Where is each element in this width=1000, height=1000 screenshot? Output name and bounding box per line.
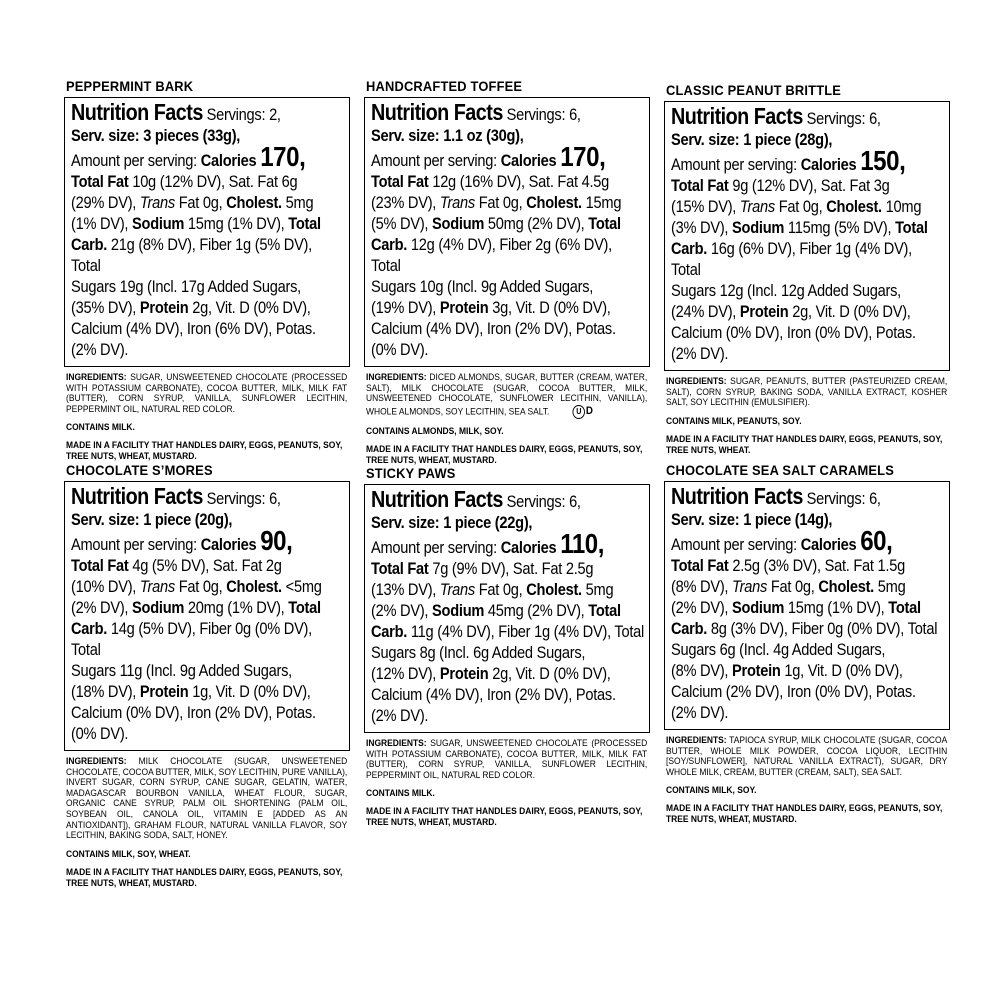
panel-chocolate-sea-salt-caramels [664, 462, 954, 825]
cholesterol-label: Cholest. [226, 577, 282, 596]
total-carb-label-2: Carb. [671, 239, 708, 258]
panel-chocolate-smores [64, 462, 354, 889]
calories-label: Calories [500, 538, 557, 557]
sodium-value: 20mg (1% DV), [184, 598, 289, 617]
minerals-line: Calcium (0% DV), Iron (2% DV), Potas. (0% DV). [71, 703, 316, 743]
calories-value: 60, [860, 525, 893, 556]
total-fat-label: Total Fat [71, 556, 129, 575]
cholesterol-label: Cholest. [226, 193, 282, 212]
total-fat-label: Total Fat [371, 559, 429, 578]
nutrition-facts-box [364, 484, 650, 733]
servings-text: Servings: 6, [806, 489, 881, 508]
servings-text: Servings: 2, [206, 105, 281, 124]
amount-per-serving: Amount per serving: [671, 535, 797, 554]
protein-value: 1g, Vit. D (0% DV), [188, 682, 311, 701]
calories-value: 170, [260, 141, 306, 172]
ingredients-label: INGREDIENTS: [66, 756, 127, 767]
panel-classic-peanut-brittle [664, 82, 954, 456]
trans-label: Trans [732, 577, 768, 596]
panel-peppermint-bark [64, 78, 354, 462]
serving-size: Serv. size: 1 piece (14g), [671, 510, 833, 529]
sugars-value: Sugars 6g (Incl. 4g Added Sugars, [671, 640, 886, 659]
facility-statement: MADE IN A FACILITY THAT HANDLES DAIRY, EGGS, PEANUTS, SOY, TREE NUTS, WHEAT, MUSTARD. [66, 440, 343, 463]
cholesterol-label: Cholest. [826, 197, 882, 216]
total-fat-value: 9g (12% DV), Sat. Fat 3g [728, 176, 890, 195]
facility-statement: MADE IN A FACILITY THAT HANDLES DAIRY, EGGS, PEANUTS, SOY, TREE NUTS, WHEAT, MUSTARD. [66, 866, 343, 889]
sodium-value: 50mg (2% DV), [484, 214, 589, 233]
cholesterol-label: Cholest. [526, 580, 582, 599]
protein-value: 1g, Vit. D (0% DV), [780, 661, 903, 680]
total-fat-value: 7g (9% DV), Sat. Fat 2.5g [428, 559, 594, 578]
sat-fat-dv: (23% DV), [371, 193, 440, 212]
sodium-value: 15mg (1% DV), [184, 214, 289, 233]
ingredients-list: SUGAR, UNSWEETENED CHOCOLATE (PROCESSED WITH POTASSIUM CARBONATE), COCOA BUTTER, MILK, MILK FAT (BUTTER), CORN SYRUP, VANILLA, SUNFLOWER LECITHIN, PEPPERMINT OIL, NATURAL RED COLOR. [66, 372, 348, 415]
added-sugars-dv: (12% DV), [371, 664, 440, 683]
panel-sticky-paws [364, 465, 654, 828]
ingredients-list: TAPIOCA SYRUP, MILK CHOCOLATE (SUGAR, COCOA BUTTER, WHOLE MILK POWDER, COCOA LIQUOR, LECITHIN [SOY/SUNFLOWER], NATURAL VANILLA EXTRACT), SUGAR, DRY WHOLE MILK, CREAM, BUTTER (CREAM, SALT), SEA SALT. [666, 735, 948, 778]
total-carb-label-2: Carb. [71, 235, 108, 254]
carb-value: 14g (5% DV), Fiber 0g (0% DV), Total [71, 619, 312, 659]
ingredients-list: SUGAR, PEANUTS, BUTTER (PASTEURIZED CREAM, SALT), CORN SYRUP, BAKING SODA, VANILLA EXTRACT, KOSHER SALT, SOY LECITHIN (EMULSIFIER). [666, 376, 948, 409]
product-title: CLASSIC PEANUT BRITTLE [666, 82, 842, 98]
protein-value: 3g, Vit. D (0% DV), [488, 298, 611, 317]
total-fat-value: 4g (5% DV), Sat. Fat 2g [128, 556, 282, 575]
trans-label: Trans [739, 197, 775, 216]
nutrition-facts-heading: Nutrition Facts [71, 483, 203, 509]
protein-value: 2g, Vit. D (0% DV), [188, 298, 311, 317]
nutrition-facts-content [71, 483, 344, 744]
cholesterol-value: 5mg [281, 193, 314, 212]
calories-label: Calories [800, 155, 857, 174]
serving-size: Serv. size: 1.1 oz (30g), [371, 126, 524, 145]
minerals-line: Calcium (0% DV), Iron (0% DV), Potas. (2% DV). [671, 323, 916, 363]
product-title: STICKY PAWS [366, 465, 456, 481]
carb-value: 11g (4% DV), Fiber 1g (4% DV), Total [407, 622, 645, 641]
allergen-contains: CONTAINS MILK. [66, 422, 135, 434]
cholesterol-value: 15mg [581, 193, 622, 212]
cholesterol-value: 5mg [581, 580, 614, 599]
nutrition-facts-box [364, 97, 650, 367]
facility-statement: MADE IN A FACILITY THAT HANDLES DAIRY, EGGS, PEANUTS, SOY, TREE NUTS, WHEAT, MUSTARD. [666, 803, 943, 826]
ingredients-text [666, 736, 947, 778]
cholesterol-value: 10mg [881, 197, 922, 216]
cholesterol-label: Cholest. [818, 577, 874, 596]
sugars-value: Sugars 8g (Incl. 6g Added Sugars, [371, 643, 586, 662]
nutrition-facts-heading: Nutrition Facts [671, 483, 803, 509]
nutrition-facts-content [671, 483, 944, 723]
cholesterol-value: <5mg [281, 577, 322, 596]
ingredients-label: INGREDIENTS: [366, 372, 427, 383]
nutrition-facts-heading: Nutrition Facts [371, 99, 503, 125]
carb-value: 12g (4% DV), Fiber 2g (6% DV), Total [371, 235, 612, 275]
minerals-line: Calcium (4% DV), Iron (2% DV), Potas. (0% DV). [371, 319, 616, 359]
cholesterol-label: Cholest. [526, 193, 582, 212]
amount-per-serving: Amount per serving: [71, 151, 197, 170]
protein-label: Protein [139, 298, 189, 317]
serving-size: Serv. size: 3 pieces (33g), [71, 126, 241, 145]
facility-statement: MADE IN A FACILITY THAT HANDLES DAIRY, EGGS, PEANUTS, SOY, TREE NUTS, WHEAT. [666, 433, 943, 456]
product-title: CHOCOLATE S’MORES [66, 462, 213, 478]
ingredients-list: MILK CHOCOLATE (SUGAR, UNSWEETENED CHOCOLATE, COCOA BUTTER, MILK, SOY LECITHIN, PURE VANILLA), INVERT SUGAR, CORN SYRUP, CANE SUGAR, GELATIN, WATER, MADAGASCAR BOURBON VANILLA, WHEAT FLOUR, SUGAR, ORGANIC CANE SYRUP, PALM OIL SHORTENING (PALM OIL, SOYBEAN OIL, CANOLA OIL, VITAMIN E [ADDED AS AN ANTIOXIDANT]), GRAHAM FLOUR, NATURAL VANILLA FLAVOR, SOY LECITHIN, BAKING SODA, SALT, HONEY. [66, 756, 348, 842]
minerals-line: Calcium (4% DV), Iron (6% DV), Potas. (2% DV). [71, 319, 316, 359]
nutrition-facts-box [64, 97, 350, 367]
calories-value: 150, [860, 145, 906, 176]
product-title: PEPPERMINT BARK [66, 78, 194, 94]
ingredients-list: DICED ALMONDS, SUGAR, BUTTER (CREAM, WATER, SALT), MILK CHOCOLATE (SUGAR, COCOA BUTTER, MILK, UNSWEETENED CHOCOLATE, SUNFLOWER LECITHIN, VANILLA), WHOLE ALMONDS, SOY LECITHIN, SEA SALT. [366, 372, 648, 418]
nutrition-facts-content [371, 486, 645, 726]
serving-size: Serv. size: 1 piece (28g), [671, 130, 833, 149]
allergen-contains: CONTAINS ALMONDS, MILK, SOY. [366, 425, 504, 437]
total-fat-value: 12g (16% DV), Sat. Fat 4.5g [428, 172, 610, 191]
serving-size: Serv. size: 1 piece (22g), [371, 513, 533, 532]
serving-size: Serv. size: 1 piece (20g), [71, 510, 233, 529]
ingredients-label: INGREDIENTS: [366, 738, 427, 749]
protein-label: Protein [439, 664, 489, 683]
nutrition-facts-box [664, 101, 950, 371]
protein-label: Protein [732, 661, 781, 680]
sodium-value: 45mg (2% DV), [484, 601, 589, 620]
ingredients-text [366, 739, 647, 781]
allergen-contains: CONTAINS MILK. [366, 788, 435, 800]
cholesterol-dv: (3% DV), [671, 218, 733, 237]
sat-fat-dv: (13% DV), [371, 580, 440, 599]
ingredients-label: INGREDIENTS: [666, 376, 727, 387]
nutrition-facts-box [664, 481, 950, 730]
calories-value: 90, [260, 525, 293, 556]
sugars-value: Sugars 10g (Incl. 9g Added Sugars, [371, 277, 594, 296]
added-sugars-dv: (18% DV), [71, 682, 140, 701]
sodium-label: Sodium [732, 218, 785, 237]
sodium-label: Sodium [432, 214, 485, 233]
product-title: HANDCRAFTED TOFFEE [366, 78, 523, 94]
total-carb-label-1: Total [288, 214, 321, 233]
minerals-line: Calcium (2% DV), Iron (0% DV), Potas. (2% DV). [671, 682, 916, 722]
protein-value: 2g, Vit. D (0% DV), [488, 664, 611, 683]
cholesterol-value: 5mg [873, 577, 906, 596]
total-carb-label-1: Total [588, 214, 621, 233]
total-carb-label-2: Carb. [371, 235, 408, 254]
total-carb-label-1: Total [588, 601, 621, 620]
sodium-value: 15mg (1% DV), [784, 598, 889, 617]
sugars-value: Sugars 12g (Incl. 12g Added Sugars, [671, 281, 901, 300]
sodium-label: Sodium [132, 214, 185, 233]
trans-fat-value: Fat 0g, [774, 197, 827, 216]
cholesterol-dv: (2% DV), [371, 601, 433, 620]
protein-label: Protein [739, 302, 789, 321]
minerals-line: Calcium (4% DV), Iron (2% DV), Potas. (2% DV). [371, 685, 616, 725]
total-fat-label: Total Fat [71, 172, 129, 191]
total-fat-label: Total Fat [671, 176, 729, 195]
carb-value: 16g (6% DV), Fiber 1g (4% DV), Total [671, 239, 912, 279]
trans-label: Trans [439, 193, 475, 212]
total-carb-label-2: Carb. [371, 622, 408, 641]
sugars-value: Sugars 19g (Incl. 17g Added Sugars, [71, 277, 301, 296]
cholesterol-dv: (5% DV), [371, 214, 433, 233]
servings-text: Servings: 6, [506, 492, 581, 511]
calories-value: 110, [560, 528, 605, 559]
amount-per-serving: Amount per serving: [71, 535, 197, 554]
total-fat-label: Total Fat [371, 172, 429, 191]
ingredients-label: INGREDIENTS: [666, 735, 727, 746]
allergen-contains: CONTAINS MILK, PEANUTS, SOY. [666, 415, 802, 427]
total-fat-value: 2.5g (3% DV), Sat. Fat 1.5g [728, 556, 905, 575]
added-sugars-dv: (19% DV), [371, 298, 440, 317]
total-fat-value: 10g (12% DV), Sat. Fat 6g [128, 172, 298, 191]
nutrition-facts-heading: Nutrition Facts [71, 99, 203, 125]
nutrition-facts-heading: Nutrition Facts [671, 103, 803, 129]
added-sugars-dv: (24% DV), [671, 302, 740, 321]
trans-fat-value: Fat 0g, [474, 580, 527, 599]
ingredients-text [66, 757, 347, 842]
calories-value: 170, [560, 141, 606, 172]
servings-text: Servings: 6, [806, 109, 881, 128]
ingredients-label: INGREDIENTS: [66, 372, 127, 383]
trans-label: Trans [139, 193, 175, 212]
sodium-label: Sodium [432, 601, 485, 620]
protein-label: Protein [139, 682, 189, 701]
nutrition-facts-box [64, 481, 350, 751]
ingredients-text [366, 373, 647, 419]
facility-statement: MADE IN A FACILITY THAT HANDLES DAIRY, EGGS, PEANUTS, SOY, TREE NUTS, WHEAT, MUSTARD. [366, 806, 643, 829]
protein-label: Protein [439, 298, 489, 317]
allergen-contains: CONTAINS MILK, SOY, WHEAT. [66, 848, 191, 860]
sat-fat-dv: (15% DV), [671, 197, 740, 216]
total-carb-label-1: Total [895, 218, 928, 237]
trans-label: Trans [439, 580, 475, 599]
product-title: CHOCOLATE SEA SALT CARAMELS [666, 462, 894, 478]
trans-fat-value: Fat 0g, [174, 193, 227, 212]
total-fat-label: Total Fat [671, 556, 729, 575]
calories-label: Calories [200, 151, 257, 170]
added-sugars-dv: (35% DV), [71, 298, 140, 317]
servings-text: Servings: 6, [506, 105, 581, 124]
cholesterol-dv: (1% DV), [71, 214, 133, 233]
facility-statement: MADE IN A FACILITY THAT HANDLES DAIRY, EGGS, PEANUTS, SOY, TREE NUTS, WHEAT, MUSTARD. [366, 443, 643, 466]
kosher-dairy-mark: D [585, 405, 593, 418]
protein-value: 2g, Vit. D (0% DV), [788, 302, 911, 321]
amount-per-serving: Amount per serving: [671, 155, 797, 174]
trans-fat-value: Fat 0g, [174, 577, 227, 596]
trans-fat-value: Fat 0g, [474, 193, 527, 212]
nutrition-facts-content [371, 99, 644, 360]
ingredients-list: SUGAR, UNSWEETENED CHOCOLATE (PROCESSED WITH POTASSIUM CARBONATE), COCOA BUTTER, MILK, MILK FAT (BUTTER), CORN SYRUP, VANILLA, SUNFLOWER LECITHIN, PEPPERMINT OIL, NATURAL RED COLOR. [366, 738, 648, 781]
ingredients-text [666, 377, 947, 409]
allergen-contains: CONTAINS MILK, SOY. [666, 785, 757, 797]
added-sugars-dv: (8% DV), [671, 661, 733, 680]
kosher-symbol-icon: U [573, 405, 585, 419]
carb-value: 8g (3% DV), Fiber 0g (0% DV), Total [707, 619, 938, 638]
sugars-value: Sugars 11g (Incl. 9g Added Sugars, [71, 661, 292, 680]
sodium-label: Sodium [132, 598, 185, 617]
nutrition-facts-content [71, 99, 344, 360]
nutrition-facts-content [671, 103, 944, 364]
servings-text: Servings: 6, [206, 489, 281, 508]
total-carb-label-2: Carb. [671, 619, 708, 638]
amount-per-serving: Amount per serving: [371, 538, 497, 557]
total-carb-label-1: Total [888, 598, 921, 617]
calories-label: Calories [500, 151, 557, 170]
total-carb-label-1: Total [288, 598, 321, 617]
sodium-value: 115mg (5% DV), [784, 218, 896, 237]
sat-fat-dv: (29% DV), [71, 193, 140, 212]
calories-label: Calories [200, 535, 257, 554]
trans-fat-value: Fat 0g, [767, 577, 819, 596]
calories-label: Calories [800, 535, 857, 554]
cholesterol-dv: (2% DV), [71, 598, 133, 617]
amount-per-serving: Amount per serving: [371, 151, 497, 170]
total-carb-label-2: Carb. [71, 619, 108, 638]
panel-handcrafted-toffee [364, 78, 654, 466]
ingredients-text [66, 373, 347, 415]
sat-fat-dv: (8% DV), [671, 577, 733, 596]
cholesterol-dv: (2% DV), [671, 598, 733, 617]
sat-fat-dv: (10% DV), [71, 577, 140, 596]
nutrition-facts-heading: Nutrition Facts [371, 486, 503, 512]
trans-label: Trans [139, 577, 175, 596]
sodium-label: Sodium [732, 598, 785, 617]
carb-value: 21g (8% DV), Fiber 1g (5% DV), Total [71, 235, 312, 275]
